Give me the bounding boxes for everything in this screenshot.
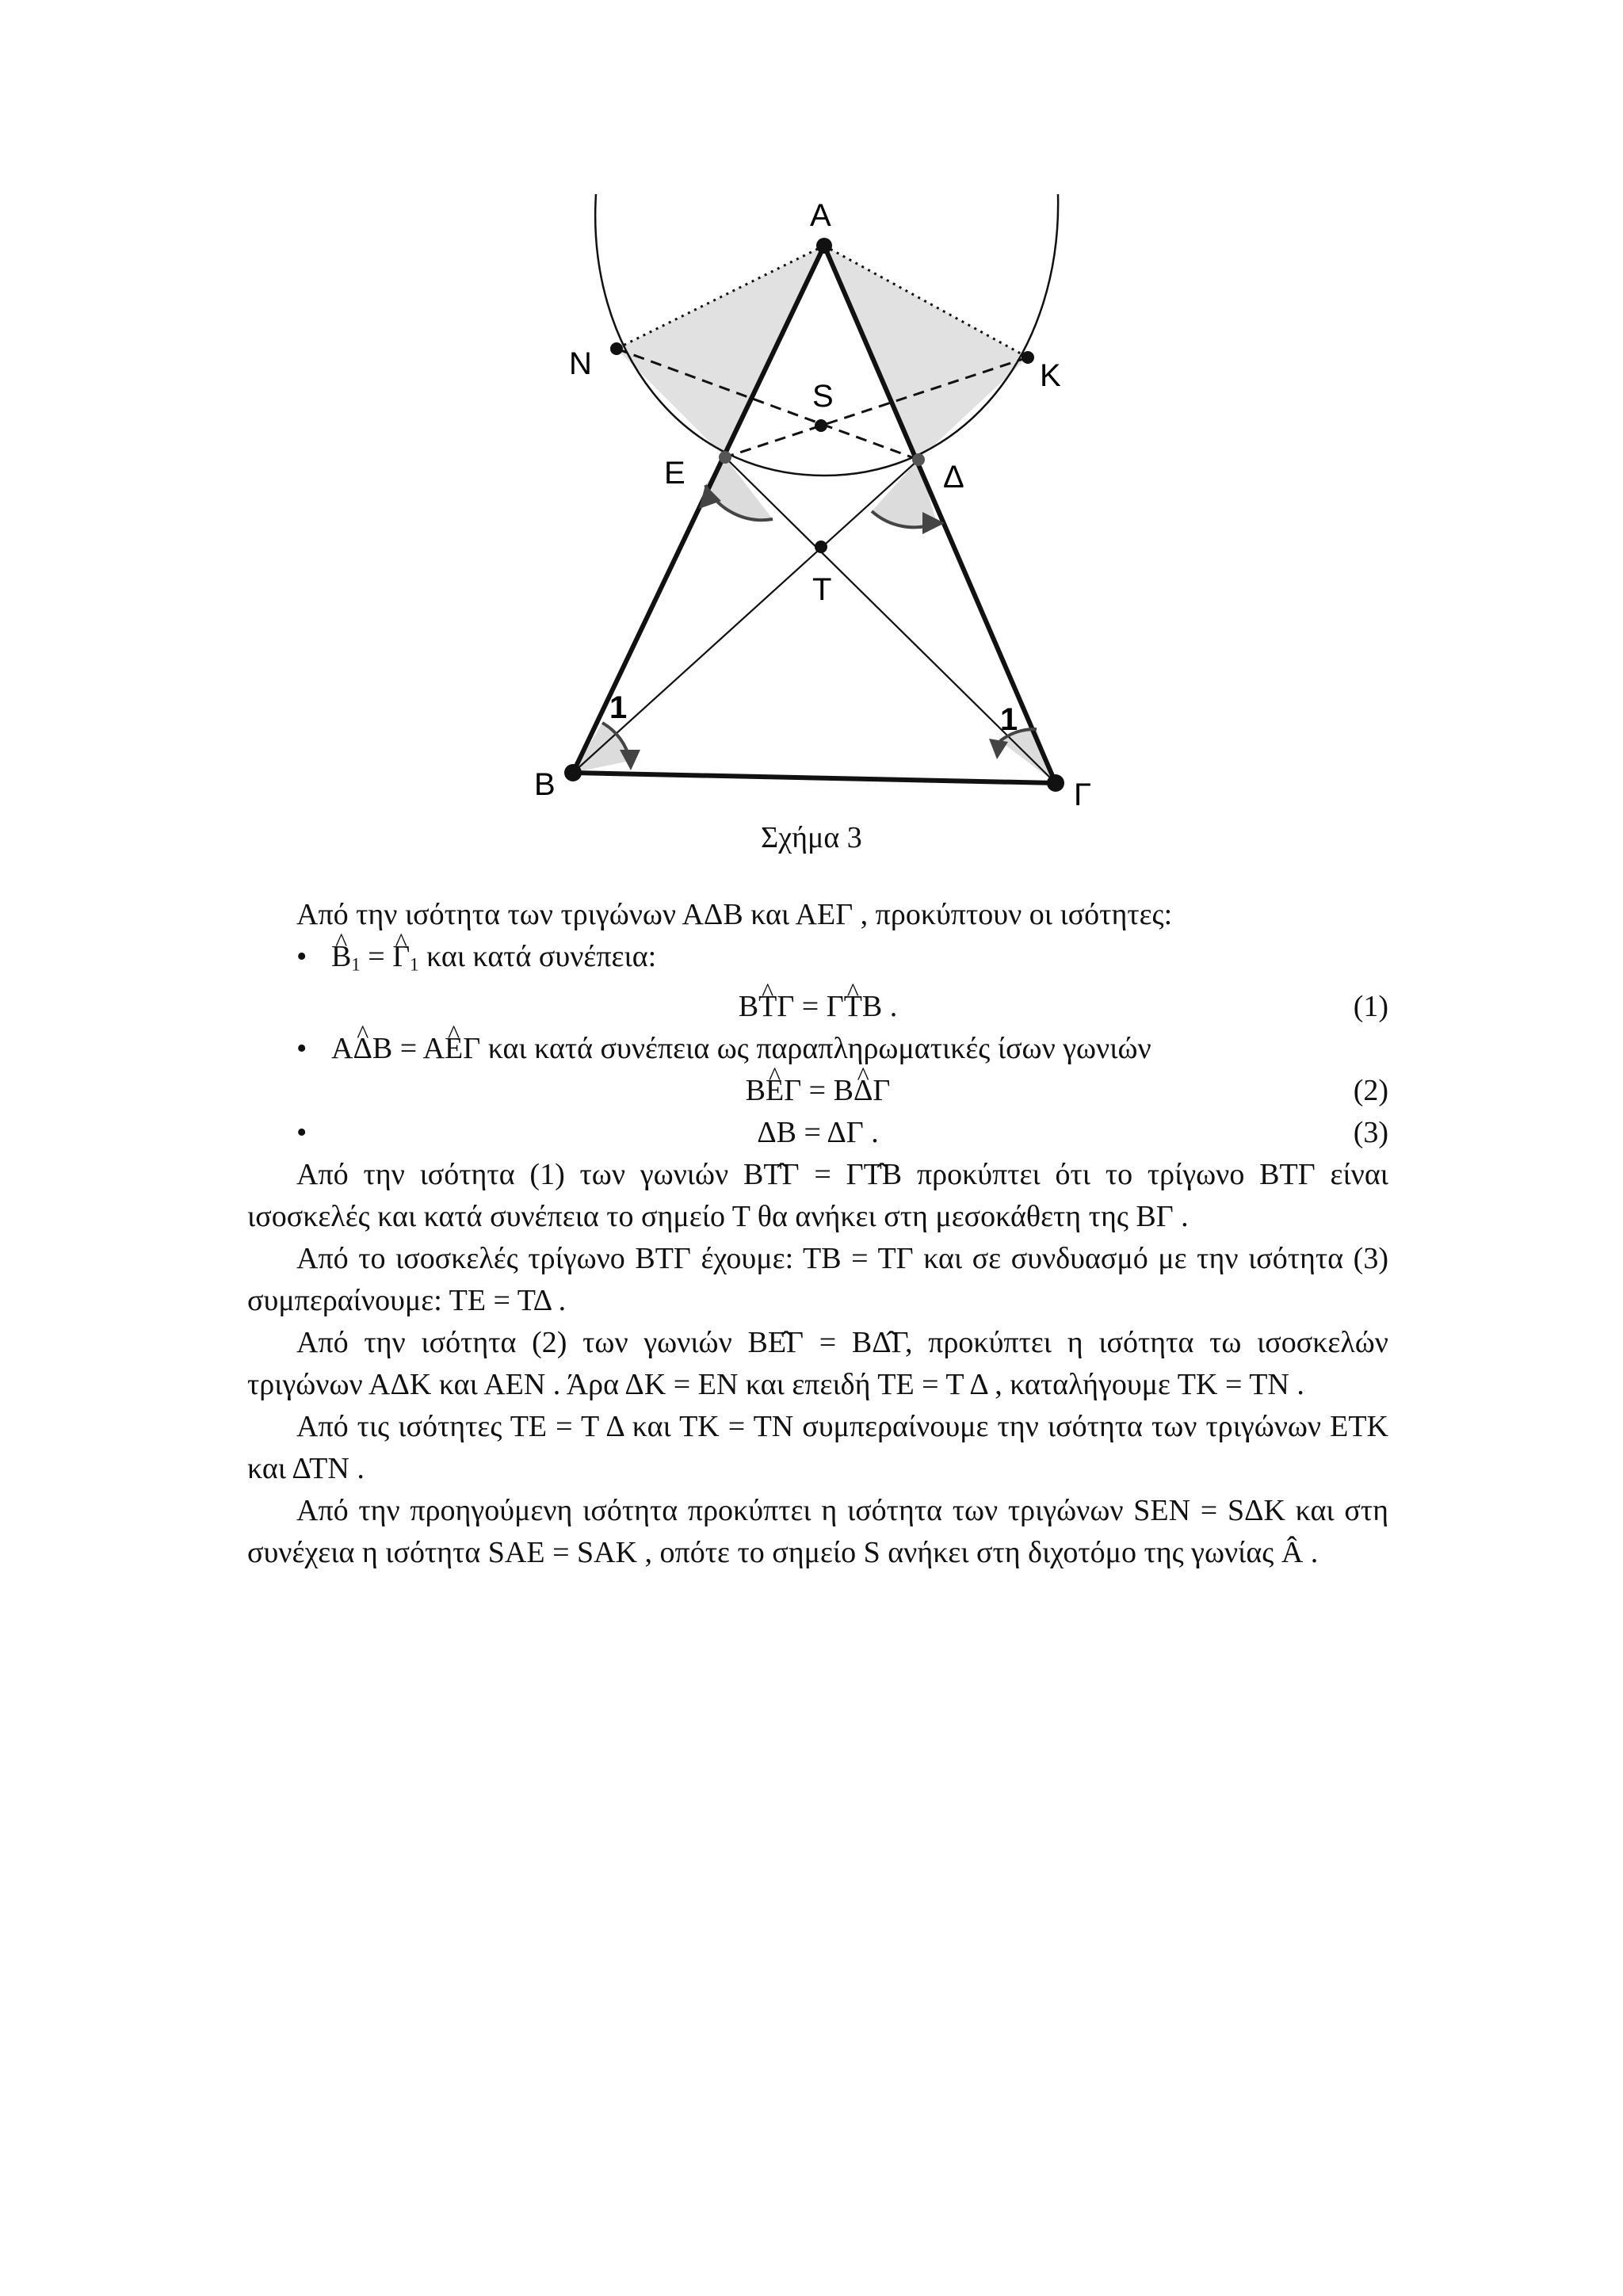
side-bg [573, 773, 1056, 783]
equation-number-2: (2) [1353, 1073, 1388, 1107]
point-d [912, 453, 925, 466]
point-t [815, 541, 827, 553]
point-e [719, 451, 731, 464]
label-s: S [812, 379, 834, 414]
equation-3: • ΔΒ = ΔΓ . (3) [247, 1112, 1388, 1154]
paragraph-5: Από τις ισότητες ΤΕ = Τ Δ και ΤΚ = ΤΝ συμπεραίνουμε την ισότητα των τριγώνων ΕΤΚ και ΔΤΝ . [247, 1409, 1388, 1485]
equation-number-1: (1) [1353, 989, 1388, 1023]
label-e: E [664, 456, 685, 491]
point-g [1047, 774, 1064, 792]
point-s [815, 419, 827, 432]
label-b: B [534, 767, 556, 802]
paragraph-1: Από την ισότητα των τριγώνων ΑΔΒ και ΑΕΓ , προκύπτουν οι ισότητες: [296, 898, 1173, 931]
paragraph-4: Από την ισότητα (2) των γωνιών ΒΕ̂Γ = ΒΔ̂Γ, προκύπτει η ισότητα τω ισοσκελών τριγώνων ΑΔΚ και ΑΕΝ . Άρα ΔΚ = ΕΝ και επειδή ΤΕ = Τ Δ , καταλήγουμε ΤΚ = ΤΝ . [247, 1325, 1388, 1401]
label-k: K [1040, 358, 1061, 393]
point-a [816, 238, 832, 254]
shaded-triangle-ane [617, 246, 824, 457]
geometry-figure [0, 0, 1623, 832]
arrow-angle-g [989, 739, 1008, 759]
label-d: Δ [943, 460, 964, 495]
label-t: T [812, 572, 832, 607]
figure-caption: Σχήμα 3 [761, 821, 862, 854]
equation-1: Β^ ΤΓ = Γ^ ΤΒ . (1) [247, 986, 1388, 1028]
point-n [610, 342, 623, 355]
paragraph-2: Από την ισότητα (1) των γωνιών ΒΤ̂Γ = ΓΤ̂Β προκύπτει ότι το τρίγωνο ΒΤΓ είναι ισοσκελές και κατά συνέπεια το σημείο Τ θα ανήκει στη μεσοκάθετη της ΒΓ . [247, 1157, 1388, 1233]
label-n: N [569, 346, 592, 381]
label-angle-g1: 1 [1000, 702, 1018, 737]
proof-text [247, 894, 1388, 1574]
paragraph-6: Από την προηγούμενη ισότητα προκύπτει η ισότητα των τριγώνων SEN = SΔK και στη συνέχεια η ισότητα SAE = SAK , οπότε το σημείο S ανήκει στη διχοτόμο της γωνίας Â . [247, 1493, 1388, 1569]
figure-svg [0, 0, 1623, 832]
label-angle-b1: 1 [609, 690, 628, 725]
bullet-1: • ^ $B_1$ = ^ $\Gamma_1$ και κατά συνέπεια: [247, 936, 1388, 986]
paragraph-3: Από το ισοσκελές τρίγωνο ΒΤΓ έχουμε: ΤΒ = ΤΓ και σε συνδυασμό με την ισότητα (3) συμπεραίνουμε: ΤΕ = ΤΔ . [247, 1241, 1388, 1317]
point-k [1022, 351, 1034, 364]
point-b [564, 764, 582, 781]
label-g: Γ [1074, 777, 1092, 812]
equation-2: Β^ ΕΓ = Β^ ΔΓ (2) [247, 1070, 1388, 1112]
equation-number-3: (3) [1353, 1115, 1388, 1149]
label-a: A [810, 198, 831, 233]
shaded-triangle-akd [824, 246, 1028, 460]
bullet-2: • Α^ ΔΒ = Α^ ΕΓ και κατά συνέπεια ως παραπληρωματικές ίσων γωνιών [247, 1028, 1388, 1070]
